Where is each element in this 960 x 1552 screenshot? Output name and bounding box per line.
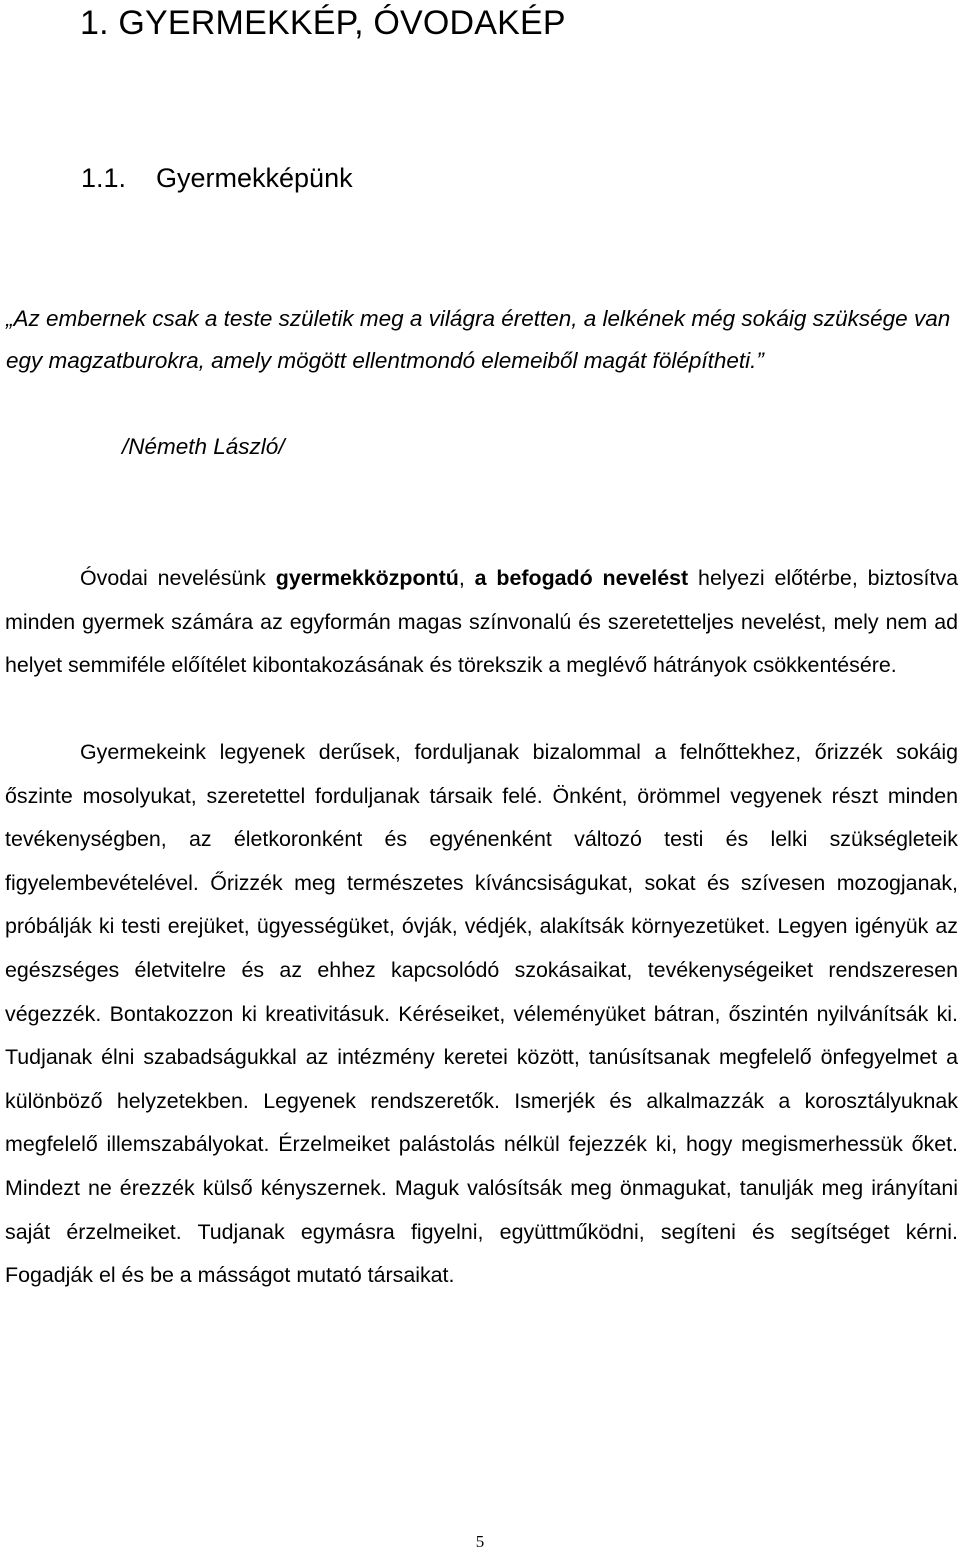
section-title: Gyermekképünk <box>156 163 353 193</box>
epigraph-author: /Németh László/ <box>122 434 285 459</box>
paragraph-goals: Gyermekeink legyenek derűsek, forduljanak bizalommal a felnőttekhez, őrizzék sokáig őszinte mosolyukat, szeretettel forduljanak társaik felé. Önként, örömmel vegyenek részt minden tevékenységben, az életkoronként és egyénenként változó testi és lelki szükségleteik figyelembevételével. Őrizzék meg természetes kíváncsiságukat, sokat és szívesen mozogjanak, próbálják ki testi erejüket, ügyességüket, óvják, védjék, alakítsák környezetüket. Legyen igényük az egészséges életvitelre és az ehhez kapcsolódó szokásaikat, tevékenységeiket rendszeresen végezzék. Bontakozzon ki kreativitásuk. Kéréseiket, véleményüket bátran, őszintén nyilvánítsák ki. Tudjanak élni szabadságukkal az intézmény keretei között, tanúsítsanak megfelelő önfegyelmet a különböző helyzetekben. Legyenek rendszeretők. Ismerjék és alkalmazzák a korosztályuknak megfelelő illemszabályokat. Érzelmeiket palástolás nélkül fejezzék ki, hogy megismerhessük őket. Mindezt ne érezzék külső kényszernek. Maguk valósítsák meg önmagukat, tanulják meg irányítani saját érzelmeiket. Tudjanak egymásra figyelni, együttműködni, segíteni és segítséget kérni. Fogadják el és be a másságot mutató társaikat. <box>5 740 958 1288</box>
paragraph-intro-text-1: Óvodai nevelésünk <box>80 566 276 590</box>
paragraph-intro <box>5 557 958 688</box>
paragraph-intro-bold-2: a befogadó nevelést <box>474 566 689 590</box>
section-heading <box>81 158 353 198</box>
section-number: 1.1. <box>81 163 127 193</box>
chapter-title: 1. GYERMEKKÉP, ÓVODAKÉP <box>80 4 566 42</box>
epigraph-quote: „Az embernek csak a teste születik meg a világra éretten, a lelkének még sokáig szüksége van egy magzatburokra, amely mögött ellentmondó elemeiből magát fölépítheti.” <box>6 306 951 373</box>
paragraph-intro-bold-1: gyermekközpontú <box>275 566 459 590</box>
paragraph-intro-text-3: helyezi előtérbe, biztosítva minden gyermek számára az egyformán magas színvonalú és szeretetteljes nevelést, mely nem ad helyet semmiféle előítélet kibontakozásának és törekszik a meglévő hátrányok csökkentésére. <box>5 566 958 678</box>
paragraph-intro-text-2: , <box>458 566 475 590</box>
page-number: 5 <box>475 1532 485 1551</box>
